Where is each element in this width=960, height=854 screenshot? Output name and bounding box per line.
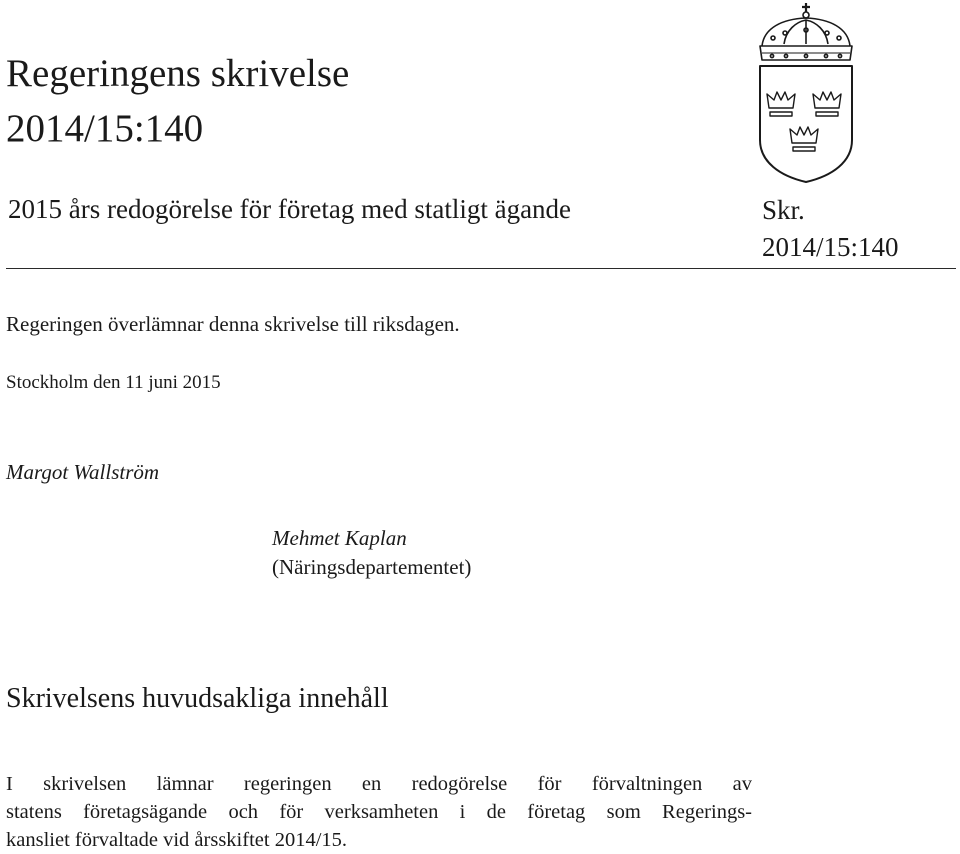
signature-prime-minister-deputy: Margot Wallström xyxy=(6,460,160,484)
summary-line: I skrivelsen lämnar regeringen en redogörelse för förvaltningen av xyxy=(6,773,752,795)
summary-paragraph xyxy=(6,770,752,854)
place-and-date: Stockholm den 11 juni 2015 xyxy=(6,372,221,393)
reference-number: 2014/15:140 xyxy=(762,232,899,262)
section-heading: Skrivelsens huvudsakliga innehåll xyxy=(6,683,389,714)
document-subtitle: 2015 års redogörelse för företag med statligt ägande xyxy=(8,194,572,224)
document-title: Regeringens skrivelse xyxy=(6,52,350,95)
signature-minister: Mehmet Kaplan xyxy=(272,526,407,550)
department-name: (Näringsdepartementet) xyxy=(272,555,472,579)
reference-label: Skr. xyxy=(762,195,805,225)
coat-of-arms-icon xyxy=(752,0,860,184)
document-number: 2014/15:140 xyxy=(6,107,204,150)
summary-line: statens företagsägande och för verksamheten i de företag som Regerings- xyxy=(6,801,752,823)
header-divider xyxy=(6,268,956,269)
intro-sentence: Regeringen överlämnar denna skrivelse till riksdagen. xyxy=(6,312,460,336)
summary-line: kansliet förvaltade vid årsskiftet 2014/15. xyxy=(6,829,348,851)
